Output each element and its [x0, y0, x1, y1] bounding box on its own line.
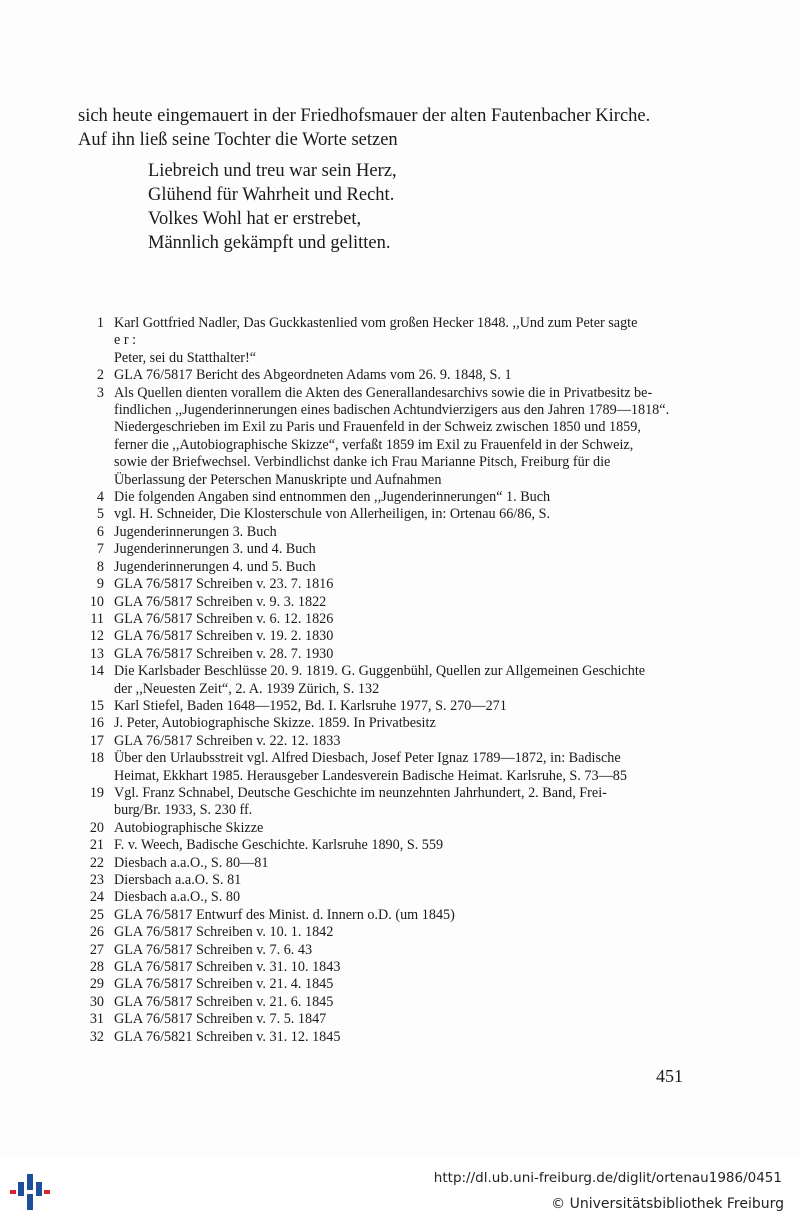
footnote	[78, 976, 682, 993]
footnote-line: Als Quellen dienten vorallem die Akten des Generallandesarchivs sowie die in Privatbesitz be-	[114, 384, 653, 401]
footnote	[78, 385, 682, 489]
inscription-poem	[148, 159, 397, 255]
footnote-text	[104, 489, 682, 506]
footnote-text	[104, 1029, 682, 1046]
poem-line: Glühend für Wahrheit und Recht.	[148, 185, 395, 205]
footnote	[78, 785, 682, 820]
footnote-number: 13	[89, 645, 104, 662]
footnote	[78, 367, 682, 384]
footnote	[78, 715, 682, 732]
footnote-number: 2	[96, 367, 104, 384]
footnote-line: Karl Gottfried Nadler, Das Guckkastenlied vom großen Hecker 1848. ,,Und zum Peter sagte	[114, 315, 638, 331]
footnote-text	[104, 576, 682, 593]
footnote-number: 1	[96, 315, 104, 331]
footnote-number: 11	[90, 610, 104, 627]
footnote-line: Jugenderinnerungen 4. und 5. Buch	[114, 558, 316, 575]
footnote	[78, 872, 682, 889]
footnote-line: J. Peter, Autobiographische Skizze. 1859. In Privatbesitz	[114, 715, 436, 732]
footnote-number: 7	[96, 541, 104, 558]
footnote-line: Diesbach a.a.O., S. 80—81	[114, 854, 269, 871]
footnote	[78, 889, 682, 906]
footnote	[78, 489, 682, 506]
footnote	[78, 750, 682, 785]
footnote-text	[104, 315, 682, 367]
footnote-text	[104, 594, 682, 611]
footnote-number: 8	[96, 558, 104, 575]
footnote-text	[104, 524, 682, 541]
footnote-line: GLA 76/5817 Schreiben v. 31. 10. 1843	[114, 959, 341, 976]
footnote-line: Peter, sei du Statthalter!“	[114, 349, 257, 366]
footnote-number: 21	[89, 837, 104, 854]
footnote-line: Autobiographische Skizze	[114, 819, 264, 836]
page-number: 451	[656, 1066, 683, 1086]
footnote-text	[104, 994, 682, 1011]
footnote-line: GLA 76/5817 Schreiben v. 21. 4. 1845	[114, 976, 334, 993]
footnote-text	[104, 942, 682, 959]
footnote-text	[104, 559, 682, 576]
footnote-line: Niedergeschrieben im Exil zu Paris und Frauenfeld in der Schweiz zwischen 1850 und 1859,	[114, 419, 641, 436]
footnote-line: GLA 76/5817 Schreiben v. 7. 6. 43	[114, 941, 313, 958]
footnote-line: GLA 76/5817 Schreiben v. 21. 6. 1845	[114, 993, 334, 1010]
footnote-line: Überlassung der Peterschen Manuskripte und Aufnahmen	[114, 471, 442, 488]
footnote-text	[104, 367, 682, 384]
document-url-link[interactable]: http://dl.ub.uni-freiburg.de/diglit/ortenau1986/0451	[433, 1170, 782, 1186]
poem-line: Volkes Wohl hat er erstrebet,	[148, 209, 362, 229]
footnote	[78, 820, 682, 837]
footnote-number: 26	[89, 924, 104, 941]
footnote-line: GLA 76/5817 Schreiben v. 10. 1. 1842	[114, 924, 334, 941]
footnote-text	[104, 663, 682, 698]
footnotes	[78, 315, 682, 1046]
copyright-notice: © Universitätsbibliothek Freiburg	[551, 1196, 784, 1212]
footnote-number: 18	[89, 750, 104, 767]
footnote-text	[104, 924, 682, 941]
footnote	[78, 576, 682, 593]
footnote-line: vgl. H. Schneider, Die Klosterschule von Allerheiligen, in: Ortenau 66/86, S.	[114, 506, 551, 523]
footnote-line: Über den Urlaubsstreit vgl. Alfred Diesbach, Josef Peter Ignaz 1789—1872, in: Badische	[114, 750, 621, 767]
footnote-number: 23	[89, 872, 104, 888]
footnote-text	[104, 750, 682, 785]
footnote	[78, 959, 682, 976]
footnote-line: findlichen ,,Jugenderinnerungen eines badischen Achtundvierzigers aus den Jahren 1789—1818“.	[114, 402, 670, 419]
footnote	[78, 646, 682, 663]
footnote-text	[104, 715, 682, 732]
footnote-number: 14	[89, 663, 104, 680]
footnote	[78, 698, 682, 715]
footnote-line: Karl Stiefel, Baden 1648—1952, Bd. I. Karlsruhe 1977, S. 270—271	[114, 697, 507, 714]
footnote-line: burg/Br. 1933, S. 230 ff.	[114, 802, 253, 819]
poem-line: Männlich gekämpft und gelitten.	[148, 233, 391, 253]
footnote-text	[104, 698, 682, 715]
footnote-line: Die Karlsbader Beschlüsse 20. 9. 1819. G. Guggenbühl, Quellen zur Allgemeinen Geschichte	[114, 663, 646, 680]
footnote-number: 25	[89, 906, 104, 923]
footnote	[78, 611, 682, 628]
footnote-number: 19	[89, 784, 104, 801]
footnote-number: 5	[96, 506, 104, 523]
footnote-number: 31	[89, 1011, 104, 1028]
footnote-text	[104, 506, 682, 523]
footnote-line: GLA 76/5817 Schreiben v. 23. 7. 1816	[114, 576, 334, 593]
footnote-line: Jugenderinnerungen 3. und 4. Buch	[114, 541, 316, 558]
footnote-text	[104, 855, 682, 872]
footnote-text	[104, 976, 682, 993]
footnote-line: GLA 76/5817 Bericht des Abgeordneten Adams vom 26. 9. 1848, S. 1	[114, 367, 512, 384]
footnote-number: 24	[89, 889, 104, 906]
footnote-text	[104, 907, 682, 924]
footnote	[78, 628, 682, 645]
footnote-number: 28	[89, 959, 104, 976]
footnote-text	[104, 646, 682, 663]
footnote-text	[104, 959, 682, 976]
footnote-line: GLA 76/5817 Entwurf des Minist. d. Innern o.D. (um 1845)	[114, 906, 455, 923]
footnote-text	[104, 889, 682, 906]
footnote	[78, 506, 682, 523]
footnote-line: Vgl. Franz Schnabel, Deutsche Geschichte im neunzehnten Jahrhundert, 2. Band, Frei-	[114, 784, 607, 801]
ub-freiburg-logo-icon	[10, 1172, 50, 1212]
footnote-line: Die folgenden Angaben sind entnommen den ,,Jugenderinnerungen“ 1. Buch	[114, 489, 551, 506]
footnote-number: 12	[89, 628, 104, 645]
footnote	[78, 855, 682, 872]
footnote-text	[104, 837, 682, 854]
footnote-line: e r :	[114, 332, 137, 349]
footnote	[78, 733, 682, 750]
footnote	[78, 924, 682, 941]
footnote-line: ferner die ,,Autobiographische Skizze“, verfaßt 1859 im Exil zu Frauenfeld in der Schweiz,	[114, 436, 634, 453]
footnote-number: 27	[89, 941, 104, 958]
footnote-line: Heimat, Ekkhart 1985. Herausgeber Landesverein Badische Heimat. Karlsruhe, S. 73—85	[114, 767, 627, 784]
footnote-number: 30	[89, 993, 104, 1010]
footnote	[78, 942, 682, 959]
footnote	[78, 994, 682, 1011]
footnote	[78, 1011, 682, 1028]
body-text	[78, 104, 688, 152]
footnote-number: 22	[89, 854, 104, 871]
footnote	[78, 663, 682, 698]
poem-line: Liebreich und treu war sein Herz,	[148, 161, 397, 181]
body-line: sich heute eingemauert in der Friedhofsmauer der alten Fautenbacher Kirche.	[78, 106, 651, 126]
footnote-number: 32	[89, 1028, 104, 1045]
footnote-number: 29	[89, 976, 104, 993]
footnote	[78, 541, 682, 558]
footnote-line: Diesbach a.a.O., S. 80	[114, 889, 241, 906]
body-line: Auf ihn ließ seine Tochter die Worte setzen	[78, 130, 398, 150]
footnote-number: 15	[89, 697, 104, 714]
footnote-text	[104, 541, 682, 558]
footnote-text	[104, 1011, 682, 1028]
footnote-line: GLA 76/5817 Schreiben v. 9. 3. 1822	[114, 593, 327, 610]
footnote-number: 6	[96, 523, 104, 540]
footnote-number: 3	[96, 384, 104, 401]
footnote	[78, 524, 682, 541]
footnote-text	[104, 628, 682, 645]
footnote-line: Diersbach a.a.O. S. 81	[114, 872, 242, 888]
footnote-line: GLA 76/5821 Schreiben v. 31. 12. 1845	[114, 1028, 341, 1045]
footnote-line: GLA 76/5817 Schreiben v. 22. 12. 1833	[114, 732, 341, 749]
footnote-text	[104, 820, 682, 837]
footnote-line: F. v. Weech, Badische Geschichte. Karlsruhe 1890, S. 559	[114, 837, 444, 854]
footnote-text	[104, 785, 682, 820]
footnote-text	[104, 385, 682, 489]
footnote	[78, 559, 682, 576]
footnote-text	[104, 733, 682, 750]
footnote-number: 17	[89, 732, 104, 749]
footnote-number: 9	[96, 576, 104, 593]
footnote	[78, 837, 682, 854]
footnote	[78, 594, 682, 611]
footnote-line: GLA 76/5817 Schreiben v. 19. 2. 1830	[114, 628, 334, 645]
footnote-number: 16	[89, 715, 104, 732]
footnote	[78, 907, 682, 924]
footnote	[78, 1029, 682, 1046]
footnote-line: GLA 76/5817 Schreiben v. 6. 12. 1826	[114, 610, 334, 627]
footnote-line: GLA 76/5817 Schreiben v. 7. 5. 1847	[114, 1011, 327, 1028]
footnote-line: sowie der Briefwechsel. Verbindlichst danke ich Frau Marianne Pitsch, Freiburg für die	[114, 454, 611, 471]
footnote	[78, 315, 682, 367]
footnote-text	[104, 872, 682, 889]
footnote-line: Jugenderinnerungen 3. Buch	[114, 523, 277, 540]
footnote-number: 4	[96, 489, 104, 506]
footnote-text	[104, 611, 682, 628]
footnote-number: 10	[89, 593, 104, 610]
footnote-number: 20	[89, 819, 104, 836]
footnote-line: der ,,Neuesten Zeit“, 2. A. 1939 Zürich, S. 132	[114, 680, 380, 697]
footnote-line: GLA 76/5817 Schreiben v. 28. 7. 1930	[114, 645, 334, 662]
